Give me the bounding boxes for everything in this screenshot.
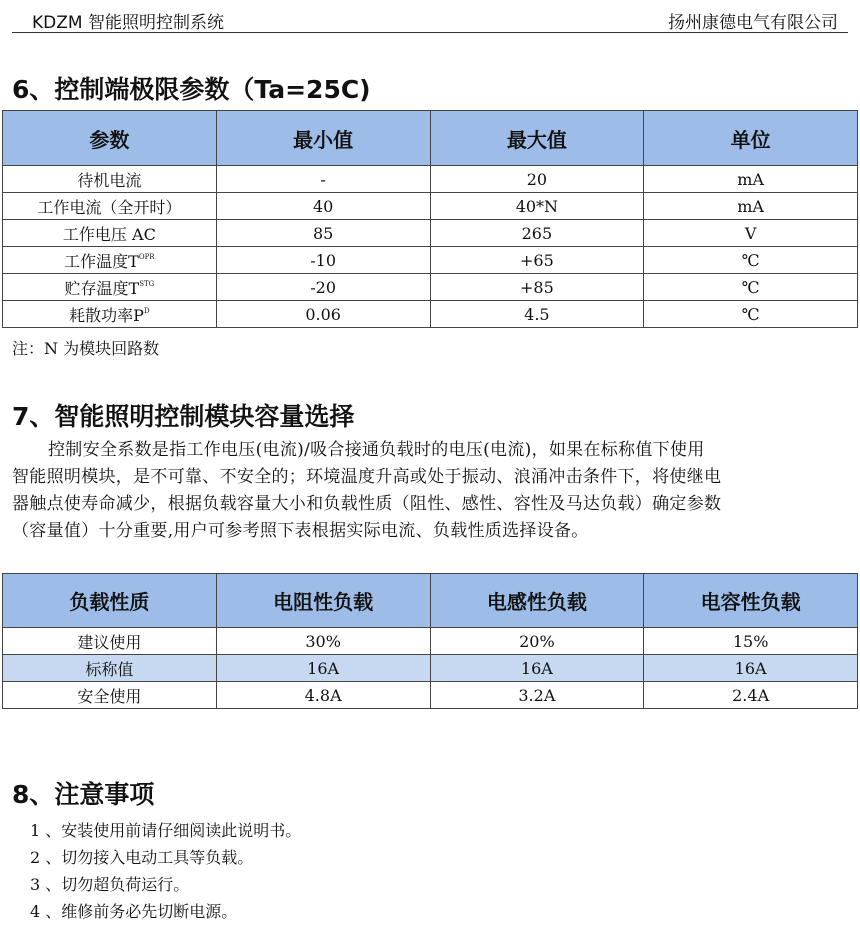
cell-capacitive: 16A	[644, 655, 858, 682]
header-company: 扬州康德电气有限公司	[668, 13, 838, 33]
paragraph-line: 智能照明模块，是不可靠、不安全的；环境温度升高或处于振动、浪涌冲击条件下，将使继电	[12, 467, 722, 487]
list-item: 3 、切勿超负荷运行。	[30, 875, 190, 894]
table-row	[3, 166, 858, 193]
cell-label: 安全使用	[3, 682, 217, 709]
cell-min: 85	[216, 220, 430, 247]
cell-min: -10	[216, 247, 430, 274]
col-header: 最大值	[430, 111, 644, 166]
header-title: KDZM 智能照明控制系统	[32, 13, 224, 33]
col-header: 电感性负载	[430, 574, 644, 628]
cell-resistive: 30%	[216, 628, 430, 655]
paragraph-line: （容量值）十分重要,用户可参考照下表根据实际电流、负载性质选择设备。	[12, 521, 589, 541]
page-header	[12, 4, 848, 33]
table-row	[3, 682, 858, 709]
cell-max: 20	[430, 166, 644, 193]
table-row	[3, 193, 858, 220]
cell-unit: ℃	[644, 301, 858, 328]
cell-capacitive: 15%	[644, 628, 858, 655]
table-note: 注：N 为模块回路数	[12, 339, 160, 358]
table-header-row	[3, 574, 858, 628]
cell-param: 工作电流（全开时）	[3, 193, 217, 220]
cell-param: 工作温度$T^{OPR}$	[3, 247, 217, 274]
paragraph-line: 器触点使寿命减少，根据负载容量大小和负载性质（阻性、感性、容性及马达负载）确定参数	[12, 494, 722, 514]
notice-list	[30, 817, 301, 925]
col-header: 负载性质	[3, 574, 217, 628]
col-header: 单位	[644, 111, 858, 166]
cell-inductive: 16A	[430, 655, 644, 682]
load-capacity-table	[2, 573, 858, 709]
cell-resistive: 4.8A	[216, 682, 430, 709]
cell-inductive: 3.2A	[430, 682, 644, 709]
list-item: 2 、切勿接入电动工具等负载。	[30, 848, 254, 867]
cell-label: 标称值	[3, 655, 217, 682]
cell-min: 0.06	[216, 301, 430, 328]
col-header: 电容性负载	[644, 574, 858, 628]
capacity-paragraph	[12, 437, 852, 545]
cell-max: 265	[430, 220, 644, 247]
cell-min: -20	[216, 274, 430, 301]
col-header: 电阻性负载	[216, 574, 430, 628]
table-row	[3, 247, 858, 274]
paragraph-line: 控制安全系数是指工作电压(电流)/吸合接通负载时的电压(电流)，如果在标称值下使用	[48, 440, 705, 460]
cell-max: 40*N	[430, 193, 644, 220]
cell-max: +65	[430, 247, 644, 274]
cell-unit: ℃	[644, 274, 858, 301]
cell-capacitive: 2.4A	[644, 682, 858, 709]
cell-param: 工作电压 AC	[3, 220, 217, 247]
cell-param: 耗散功率$P^D$	[3, 301, 217, 328]
table-row	[3, 655, 858, 682]
section8-title: 8、注意事项	[12, 780, 155, 809]
cell-unit: ℃	[644, 247, 858, 274]
cell-min: 40	[216, 193, 430, 220]
section7-title: 7、智能照明控制模块容量选择	[12, 402, 355, 431]
cell-unit: mA	[644, 193, 858, 220]
cell-max: +85	[430, 274, 644, 301]
cell-min: -	[216, 166, 430, 193]
table-row	[3, 628, 858, 655]
cell-param: 待机电流	[3, 166, 217, 193]
cell-resistive: 16A	[216, 655, 430, 682]
list-item: 4 、维修前务必先切断电源。	[30, 902, 238, 921]
table-row	[3, 301, 858, 328]
cell-unit: mA	[644, 166, 858, 193]
section6-title: 6、控制端极限参数（Ta=25C)	[12, 75, 371, 104]
table-row	[3, 220, 858, 247]
table-header-row	[3, 111, 858, 166]
list-item: 1 、安装使用前请仔细阅读此说明书。	[30, 821, 302, 840]
col-header: 最小值	[216, 111, 430, 166]
table-row	[3, 274, 858, 301]
cell-max: 4.5	[430, 301, 644, 328]
col-header: 参数	[3, 111, 217, 166]
cell-inductive: 20%	[430, 628, 644, 655]
cell-param: 贮存温度$T^{STG}$	[3, 274, 217, 301]
cell-label: 建议使用	[3, 628, 217, 655]
cell-unit: V	[644, 220, 858, 247]
limit-params-table	[2, 110, 858, 328]
